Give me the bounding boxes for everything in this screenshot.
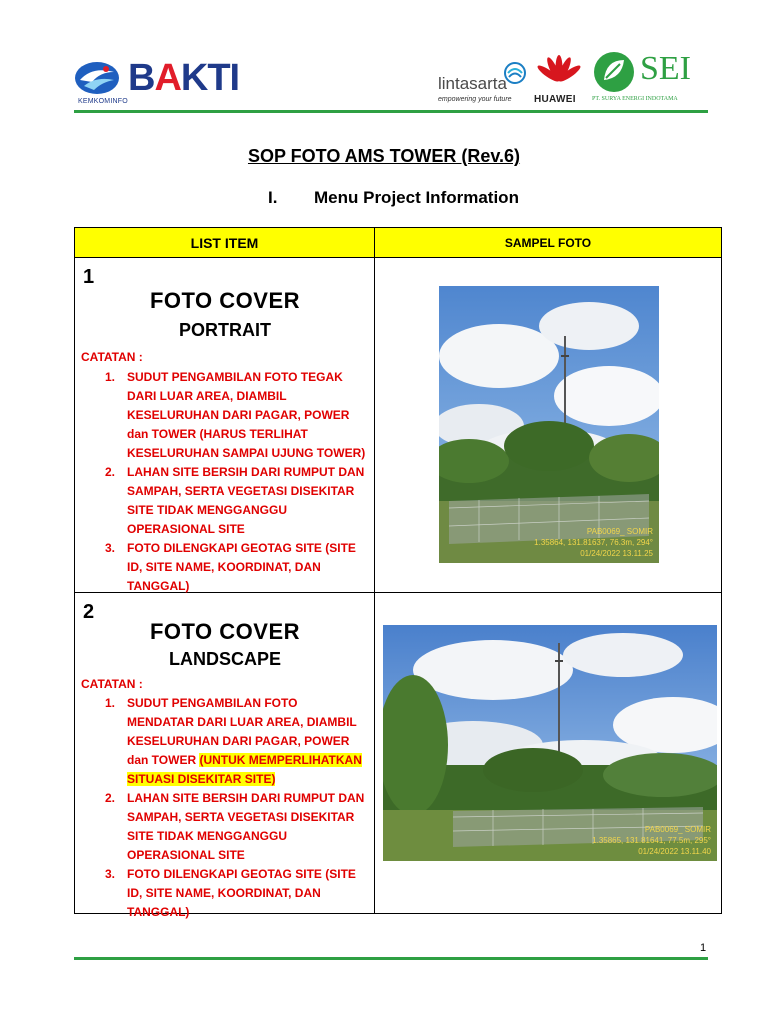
note-label: CATATAN : xyxy=(81,350,143,364)
huawei-flower-icon xyxy=(532,54,586,94)
sample-photo-cell xyxy=(375,593,721,913)
table-row xyxy=(75,258,721,593)
page-header xyxy=(74,48,708,112)
item-title: FOTO COVER xyxy=(149,619,301,644)
sei-leaf-icon xyxy=(592,50,638,94)
note-item: 2. LAHAN SITE BERSIH DARI RUMPUT DAN SAMPAH, SERTA VEGETASI DISEKITAR SITE TIDAK MENGGANGGU OPERASIONAL SITE xyxy=(105,791,365,862)
header-list-item: LIST ITEM xyxy=(75,228,375,257)
bakti-logo xyxy=(74,54,244,104)
table-row xyxy=(75,593,721,919)
section-title: Menu Project Information xyxy=(314,188,519,207)
table-header xyxy=(75,228,721,258)
page-number: 1 xyxy=(700,942,707,954)
sop-table xyxy=(74,227,722,919)
footer-divider xyxy=(74,957,708,960)
highlighted-note: (UNTUK MEMPERLIHATKAN SITUASI DISEKITAR SITE) xyxy=(127,753,362,786)
note-item: 1. SUDUT PENGAMBILAN FOTO TEGAK DARI LUAR AREA, DIAMBIL KESELURUHAN DARI PAGAR, POWER dan TOWER (HARUS TERLIHAT KESELURUHAN SAMPAI UJUNG TOWER) xyxy=(105,370,366,460)
item-subtitle: LANDSCAPE xyxy=(168,649,281,669)
lintasarta-text: lintasarta xyxy=(438,74,507,93)
lintasarta-swirl-icon xyxy=(504,62,526,84)
section-heading xyxy=(268,188,519,208)
bakti-wordmark: BAKTI xyxy=(128,57,240,99)
list-item-cell xyxy=(75,593,375,919)
section-number: I. xyxy=(268,188,278,207)
sei-text: SEI xyxy=(640,50,691,87)
header-sample-photo: SAMPEL FOTO xyxy=(504,235,592,250)
header-divider xyxy=(74,110,708,113)
note-item: 3. FOTO DILENGKAPI GEOTAG SITE (SITE ID, SITE NAME, KOORDINAT, DAN TANGGAL) xyxy=(105,867,356,919)
note-item: 3. FOTO DILENGKAPI GEOTAG SITE (SITE ID, SITE NAME, KOORDINAT, DAN TANGGAL) xyxy=(105,541,356,593)
notes-list xyxy=(105,368,367,596)
sample-photo-cell xyxy=(375,258,721,592)
kemkominfo-logo-icon xyxy=(74,60,120,96)
photo-geotag: PAB0069_ SOMIR 1.35864, 131.81637, 76.3m, 294° 01/24/2022 13.11.25 xyxy=(534,527,653,558)
item-number: 2 xyxy=(83,601,95,623)
tower-photo-image xyxy=(439,286,659,563)
kemkominfo-text: KEMKOMINFO xyxy=(78,98,128,105)
document-title: SOP FOTO AMS TOWER (Rev.6) xyxy=(247,146,521,166)
list-item-cell xyxy=(75,258,375,592)
item-title: FOTO COVER xyxy=(149,288,301,313)
lintasarta-logo xyxy=(438,60,528,104)
note-item: 1. SUDUT PENGAMBILAN FOTO MENDATAR DARI LUAR AREA, DIAMBIL KESELURUHAN DARI PAGAR, POWER dan TOWER (UNTUK MEMPERLIHATKAN SITUASI DISEKITAR SITE) xyxy=(105,696,362,786)
photo-geotag: PAB0069_ SOMIR 1.35865, 131.81641, 77.5m, 295° 01/24/2022 13.11.40 xyxy=(592,825,711,856)
item-subtitle: PORTRAIT xyxy=(179,320,271,340)
tower-photo-landscape xyxy=(383,625,717,861)
lintasarta-tagline: empowering your future xyxy=(438,96,512,103)
note-item: 2. LAHAN SITE BERSIH DARI RUMPUT DAN SAMPAH, SERTA VEGETASI DISEKITAR SITE TIDAK MENGGANGGU OPERASIONAL SITE xyxy=(105,465,365,536)
notes-list xyxy=(105,694,367,922)
note-label: CATATAN : xyxy=(81,677,143,691)
item-number: 1 xyxy=(83,266,95,288)
sei-subtitle: PT. SURYA ENERGI INDOTAMA xyxy=(592,96,678,102)
huawei-text: HUAWEI xyxy=(534,94,576,105)
huawei-logo xyxy=(532,54,586,106)
sei-logo xyxy=(592,50,708,106)
tower-photo-portrait xyxy=(439,286,659,563)
